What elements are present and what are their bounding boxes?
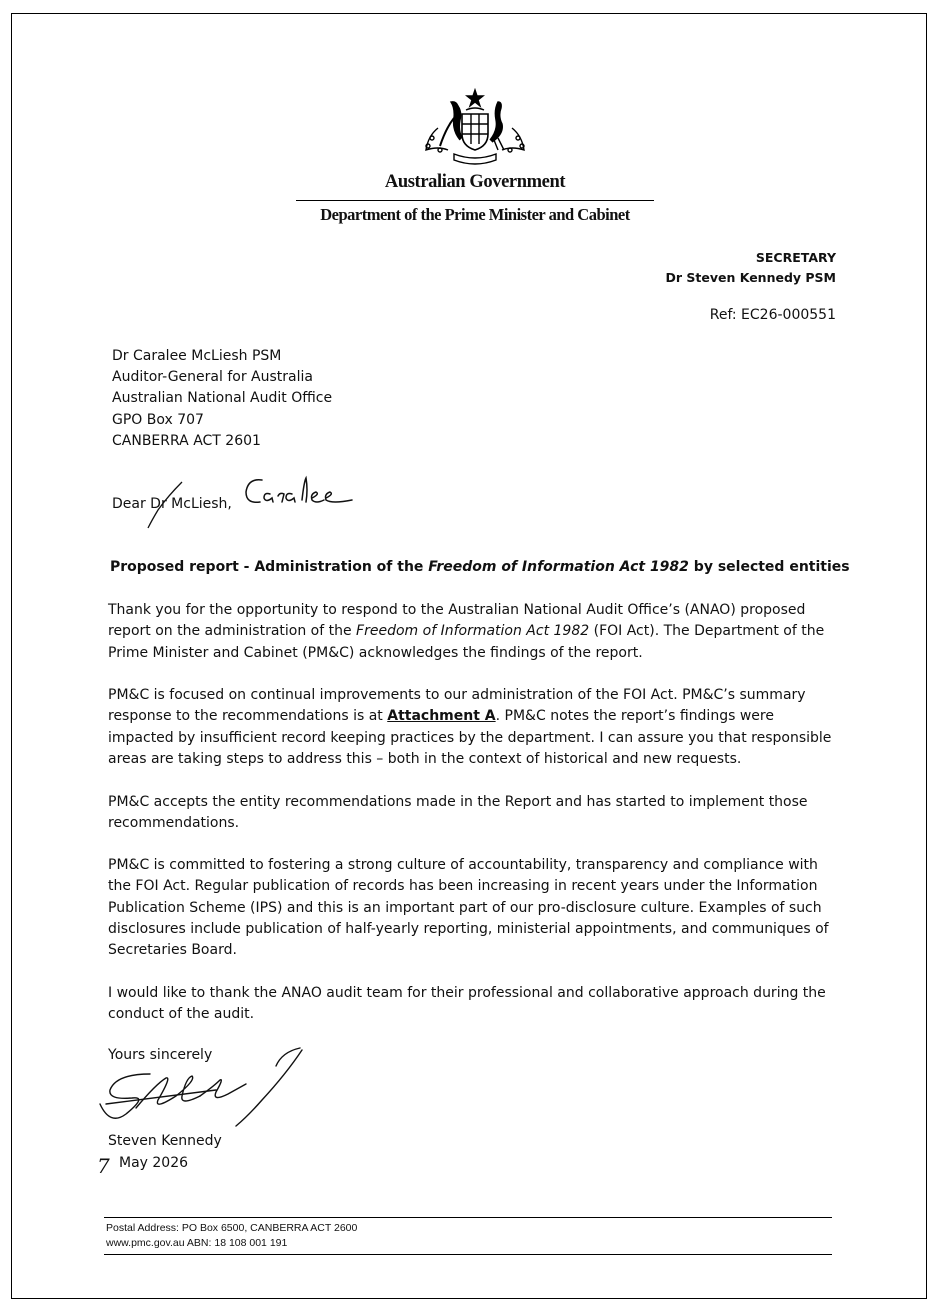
recipient-address — [112, 346, 332, 452]
signatory-name: Steven Kennedy — [108, 1133, 222, 1149]
body-paragraph-2: PM&C is focused on continual improvements to our administration of the FOI Act. PM&C’s summary response to the recommendations is at Attachment A. PM&C notes the report’s findings were impacted by insufficient record keeping practices by the department. I can assure you that responsible areas are taking steps to address this – both in the context of historical and new requests. — [108, 687, 832, 767]
sender-title: SECRETARY — [755, 250, 836, 265]
sender-name: Dr Steven Kennedy PSM — [665, 270, 836, 285]
handwritten-signature — [96, 1044, 312, 1132]
address-line: GPO Box 707 — [112, 411, 204, 428]
date-month-year: May 2026 — [119, 1155, 189, 1171]
handwritten-date-day: 7 — [97, 1154, 110, 1178]
government-name: Australian Government — [384, 172, 566, 192]
attachment-link[interactable]: Attachment A — [387, 708, 496, 725]
handwritten-first-name — [240, 470, 360, 514]
footer-postal-address: Postal Address: PO Box 6500, CANBERRA ACT 2600 — [106, 1222, 358, 1234]
footer — [106, 1221, 357, 1250]
address-line: Australian National Audit Office — [112, 390, 333, 407]
salutation: Dear Dr McLiesh, — [112, 496, 232, 512]
footer-divider-top — [104, 1217, 832, 1218]
coat-of-arms-icon — [418, 88, 532, 168]
handwritten-strike — [138, 478, 202, 530]
department-name: Department of the Prime Minister and Cabinet — [320, 205, 630, 224]
body-paragraph-1: Thank you for the opportunity to respond to the Australian National Audit Office’s (ANAO) proposed report on the administration of the Freedom of Information Act 1982 (FOI Act). The Department of the Prime Minister and Cabinet (PM&C) acknowledges the findings of the report. — [108, 602, 825, 661]
address-line: CANBERRA ACT 2601 — [112, 432, 261, 449]
sender-block — [666, 248, 837, 288]
body-paragraph-3: PM&C accepts the entity recommendations made in the Report and has started to implement those recommendations. — [108, 794, 808, 832]
address-line: Dr Caralee McLiesh PSM — [112, 348, 282, 364]
footer-web-abn: www.pmc.gov.au ABN: 18 108 001 191 — [106, 1236, 288, 1249]
body-paragraph-4: PM&C is committed to fostering a strong culture of accountability, transparency and compliance with the FOI Act. Regular publication of records has been increasing in recent years under the Information Publication Scheme (IPS) and this is an important part of our pro-disclosure culture. Examples of such disclosures include publication of half-yearly reporting, ministerial appointments, and communiques of Secretaries Board. — [108, 857, 829, 959]
address-line: Auditor-General for Australia — [112, 369, 313, 386]
valediction: Yours sincerely — [108, 1047, 213, 1063]
subject-line: Proposed report - Administration of the Freedom of Information Act 1982 by selected entities — [110, 559, 850, 575]
footer-divider-bottom — [104, 1254, 832, 1255]
reference-number: Ref: EC26-000551 — [709, 307, 836, 323]
letterhead-divider — [296, 200, 654, 201]
body-paragraph-5: I would like to thank the ANAO audit team for their professional and collaborative approach during the conduct of the audit. — [108, 985, 826, 1023]
